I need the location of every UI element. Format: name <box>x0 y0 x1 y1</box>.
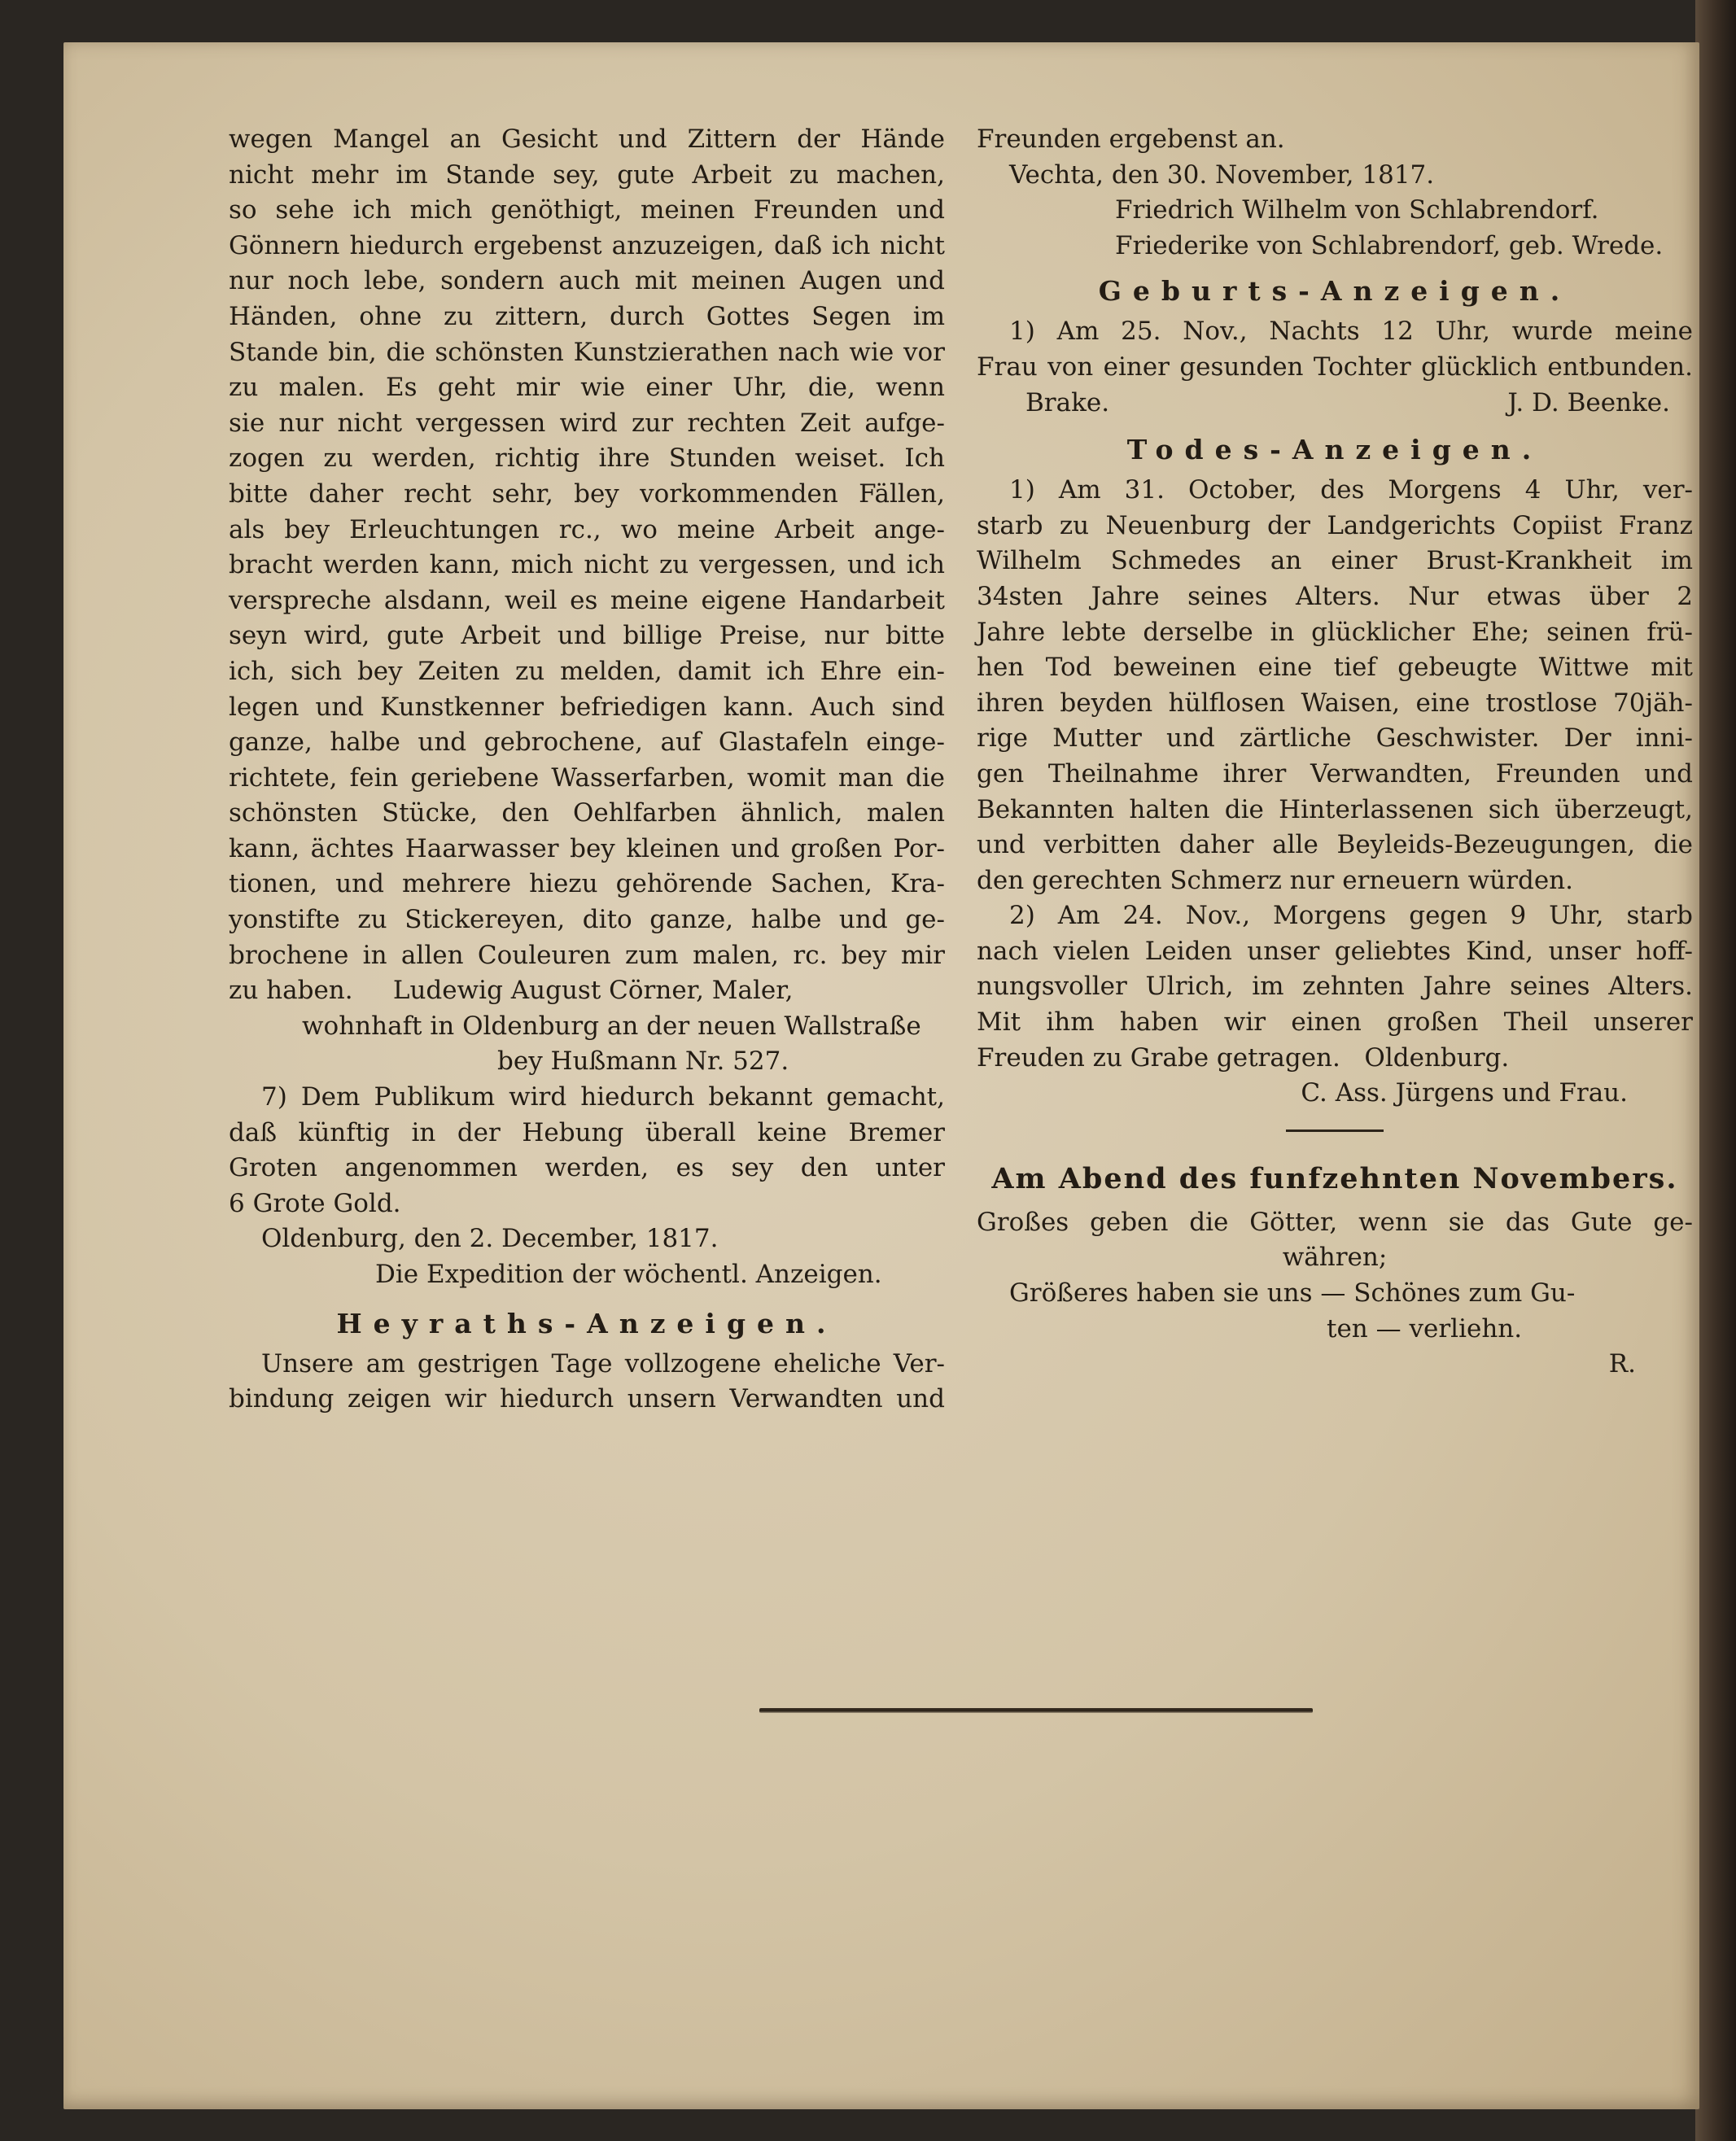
text-line: bracht werden kann, mich nicht zu vergessen, und ich <box>229 550 945 580</box>
text-line: hen Tod beweinen eine tief gebeugte Wittwe mit <box>977 653 1693 683</box>
death-notice-1 <box>977 473 1693 863</box>
book-edge <box>1695 0 1736 2141</box>
heading-marriage: Heyraths-Anzeigen. <box>336 1307 837 1339</box>
text-line: Mit ihm haben wir einen großen Theil unserer <box>977 1007 1693 1038</box>
poem-line-2: währen; <box>1282 1243 1388 1273</box>
marriage-date: Vechta, den 30. November, 1817. <box>1009 159 1435 190</box>
text-line: bitte daher recht sehr, bey vorkommenden Fällen, <box>229 478 945 509</box>
text-line: sie nur nicht vergessen wird zur rechten Zeit aufge- <box>229 408 945 438</box>
poem-line-3: Größeres haben sie uns — Schönes zum Gu- <box>1009 1278 1576 1309</box>
text-line: ganze, halbe und gebrochene, auf Glastafeln einge- <box>229 728 945 758</box>
text-line: ich, sich bey Zeiten zu melden, damit ich Ehre ein- <box>229 656 945 686</box>
notice-7 <box>229 1080 945 1186</box>
text-line: Frau von einer gesunden Tochter glücklich entbunden. <box>977 352 1693 382</box>
text-line: yonstifte zu Stickereyen, dito ganze, halbe und ge- <box>229 905 945 935</box>
text-line: 1) Am 31. October, des Morgens 4 Uhr, ver- <box>1009 475 1693 505</box>
text-line: schönsten Stücke, den Oehlfarben ähnlich, malen <box>229 798 945 828</box>
text-line: Wilhelm Schmedes an einer Brust-Krankheit im <box>977 546 1693 576</box>
notice-7-signature: Die Expedition der wöchentl. Anzeigen. <box>375 1260 882 1289</box>
death-notice-2-last: Freuden zu Grabe getragen. Oldenburg. <box>977 1042 1510 1073</box>
birth-sign-line <box>977 386 1693 422</box>
marriage-notice <box>229 1347 945 1418</box>
painter-address-2: bey Hußmann Nr. 527. <box>497 1046 789 1077</box>
marriage-signature-2: Friederike von Schlabrendorf, geb. Wrede. <box>1115 230 1664 260</box>
text-line: richtete, fein geriebene Wasserfarben, womit man die <box>229 762 945 793</box>
painter-address-1: wohnhaft in Oldenburg an der neuen Wallstraße <box>302 1011 921 1041</box>
text-line: gen Theilnahme ihrer Verwandten, Freunden und <box>977 758 1693 789</box>
text-line: 7) Dem Publikum wird hiedurch bekannt gemacht, <box>261 1082 945 1112</box>
right-column <box>977 122 1693 1383</box>
text-line: zogen zu werden, richtig ihre Stunden weiset. Ich <box>229 443 945 474</box>
text-line: nicht mehr im Stande sey, gute Arbeit zu machen, <box>229 159 945 190</box>
poem-line-4: ten — verliehn. <box>1327 1313 1523 1344</box>
notice-7-last: 6 Grote Gold. <box>229 1188 401 1218</box>
painter-signature: zu haben. Ludewig August Cörner, Maler, <box>229 976 794 1006</box>
marriage-signature-1: Friedrich Wilhelm von Schlabrendorf. <box>1115 195 1599 225</box>
death-notice-2 <box>977 898 1693 1040</box>
text-line: Händen, ohne zu zittern, durch Gottes Segen im <box>229 301 945 331</box>
section-divider <box>1286 1129 1384 1132</box>
death-notice-2-signature: C. Ass. Jürgens und Frau. <box>1301 1078 1628 1108</box>
text-line: daß künftig in der Hebung überall keine Bremer <box>229 1117 945 1147</box>
text-line: bindung zeigen wir hiedurch unsern Verwandten und <box>229 1384 945 1414</box>
poem <box>977 1205 1693 1241</box>
left-column <box>229 122 945 1418</box>
birth-place: Brake. <box>1025 387 1110 417</box>
painter-notice <box>229 122 945 973</box>
text-line: nungsvoller Ulrich, im zehnten Jahre seines Alters. <box>977 972 1693 1002</box>
text-line: nur noch lebe, sondern auch mit meinen Augen und <box>229 266 945 296</box>
text-line: Großes geben die Götter, wenn sie das Gute ge- <box>977 1207 1693 1237</box>
marriage-continuation: Freunden ergebenst an. <box>977 125 1285 154</box>
notice-7-date: Oldenburg, den 2. December, 1817. <box>261 1224 719 1254</box>
text-line: legen und Kunstkenner befriedigen kann. Auch sind <box>229 692 945 722</box>
text-line: kann, ächtes Haarwasser bey kleinen und großen Por- <box>229 833 945 863</box>
text-line: 2) Am 24. Nov., Morgens gegen 9 Uhr, starb <box>1009 901 1693 931</box>
text-line: wegen Mangel an Gesicht und Zittern der Hände <box>229 125 945 154</box>
text-line: starb zu Neuenburg der Landgerichts Copiist Franz <box>977 510 1693 540</box>
text-line: Unsere am gestrigen Tage vollzogene eheliche Ver- <box>261 1348 945 1379</box>
text-line: brochene in allen Couleuren zum malen, rc. bey mir <box>229 940 945 970</box>
text-line: und verbitten daher alle Beyleids-Bezeugungen, die <box>977 830 1693 860</box>
text-line: zu malen. Es geht mir wie einer Uhr, die, wenn <box>229 373 945 403</box>
heading-death: Todes-Anzeigen. <box>1126 434 1543 466</box>
text-line: Stande bin, die schönsten Kunstzierathen nach wie vor <box>229 337 945 367</box>
death-notice-1-last: den gerechten Schmerz nur erneuern würden. <box>977 865 1573 895</box>
text-line: 34sten Jahre seines Alters. Nur etwas über 2 <box>977 581 1693 611</box>
text-line: als bey Erleuchtungen rc., wo meine Arbeit ange- <box>229 514 945 544</box>
text-line: seyn wird, gute Arbeit und billige Preise, nur bitte <box>229 621 945 651</box>
text-line: nach vielen Leiden unser geliebtes Kind, unser hoff- <box>977 936 1693 966</box>
text-line: Bekannten halten die Hinterlassenen sich überzeugt, <box>977 794 1693 824</box>
poem-signature: R. <box>1608 1349 1636 1379</box>
birth-notice <box>977 314 1693 385</box>
text-line: Jahre lebte derselbe in glücklicher Ehe; seinen frü- <box>977 617 1693 647</box>
heading-birth: Geburts-Anzeigen. <box>1098 275 1572 308</box>
text-line: 1) Am 25. Nov., Nachts 12 Uhr, wurde meine <box>1009 317 1693 347</box>
text-line: Gönnern hiedurch ergebenst anzuzeigen, daß ich nicht <box>229 230 945 260</box>
poem-title: Am Abend des funfzehnten Novembers. <box>991 1161 1678 1195</box>
text-line: verspreche alsdann, weil es meine eigene Handarbeit <box>229 585 945 615</box>
text-line: rige Mutter und zärtliche Geschwister. Der inni- <box>977 723 1693 754</box>
page-end-rule <box>759 1708 1313 1713</box>
text-line: tionen, und mehrere hiezu gehörende Sachen, Kra- <box>229 869 945 899</box>
birth-signature: J. D. Beenke. <box>1507 387 1670 417</box>
text-line: Groten angenommen werden, es sey den unter <box>229 1153 945 1183</box>
text-line: ihren beyden hülflosen Waisen, eine trostlose 70jäh- <box>977 688 1693 718</box>
text-line: so sehe ich mich genöthigt, meinen Freunden und <box>229 195 945 225</box>
